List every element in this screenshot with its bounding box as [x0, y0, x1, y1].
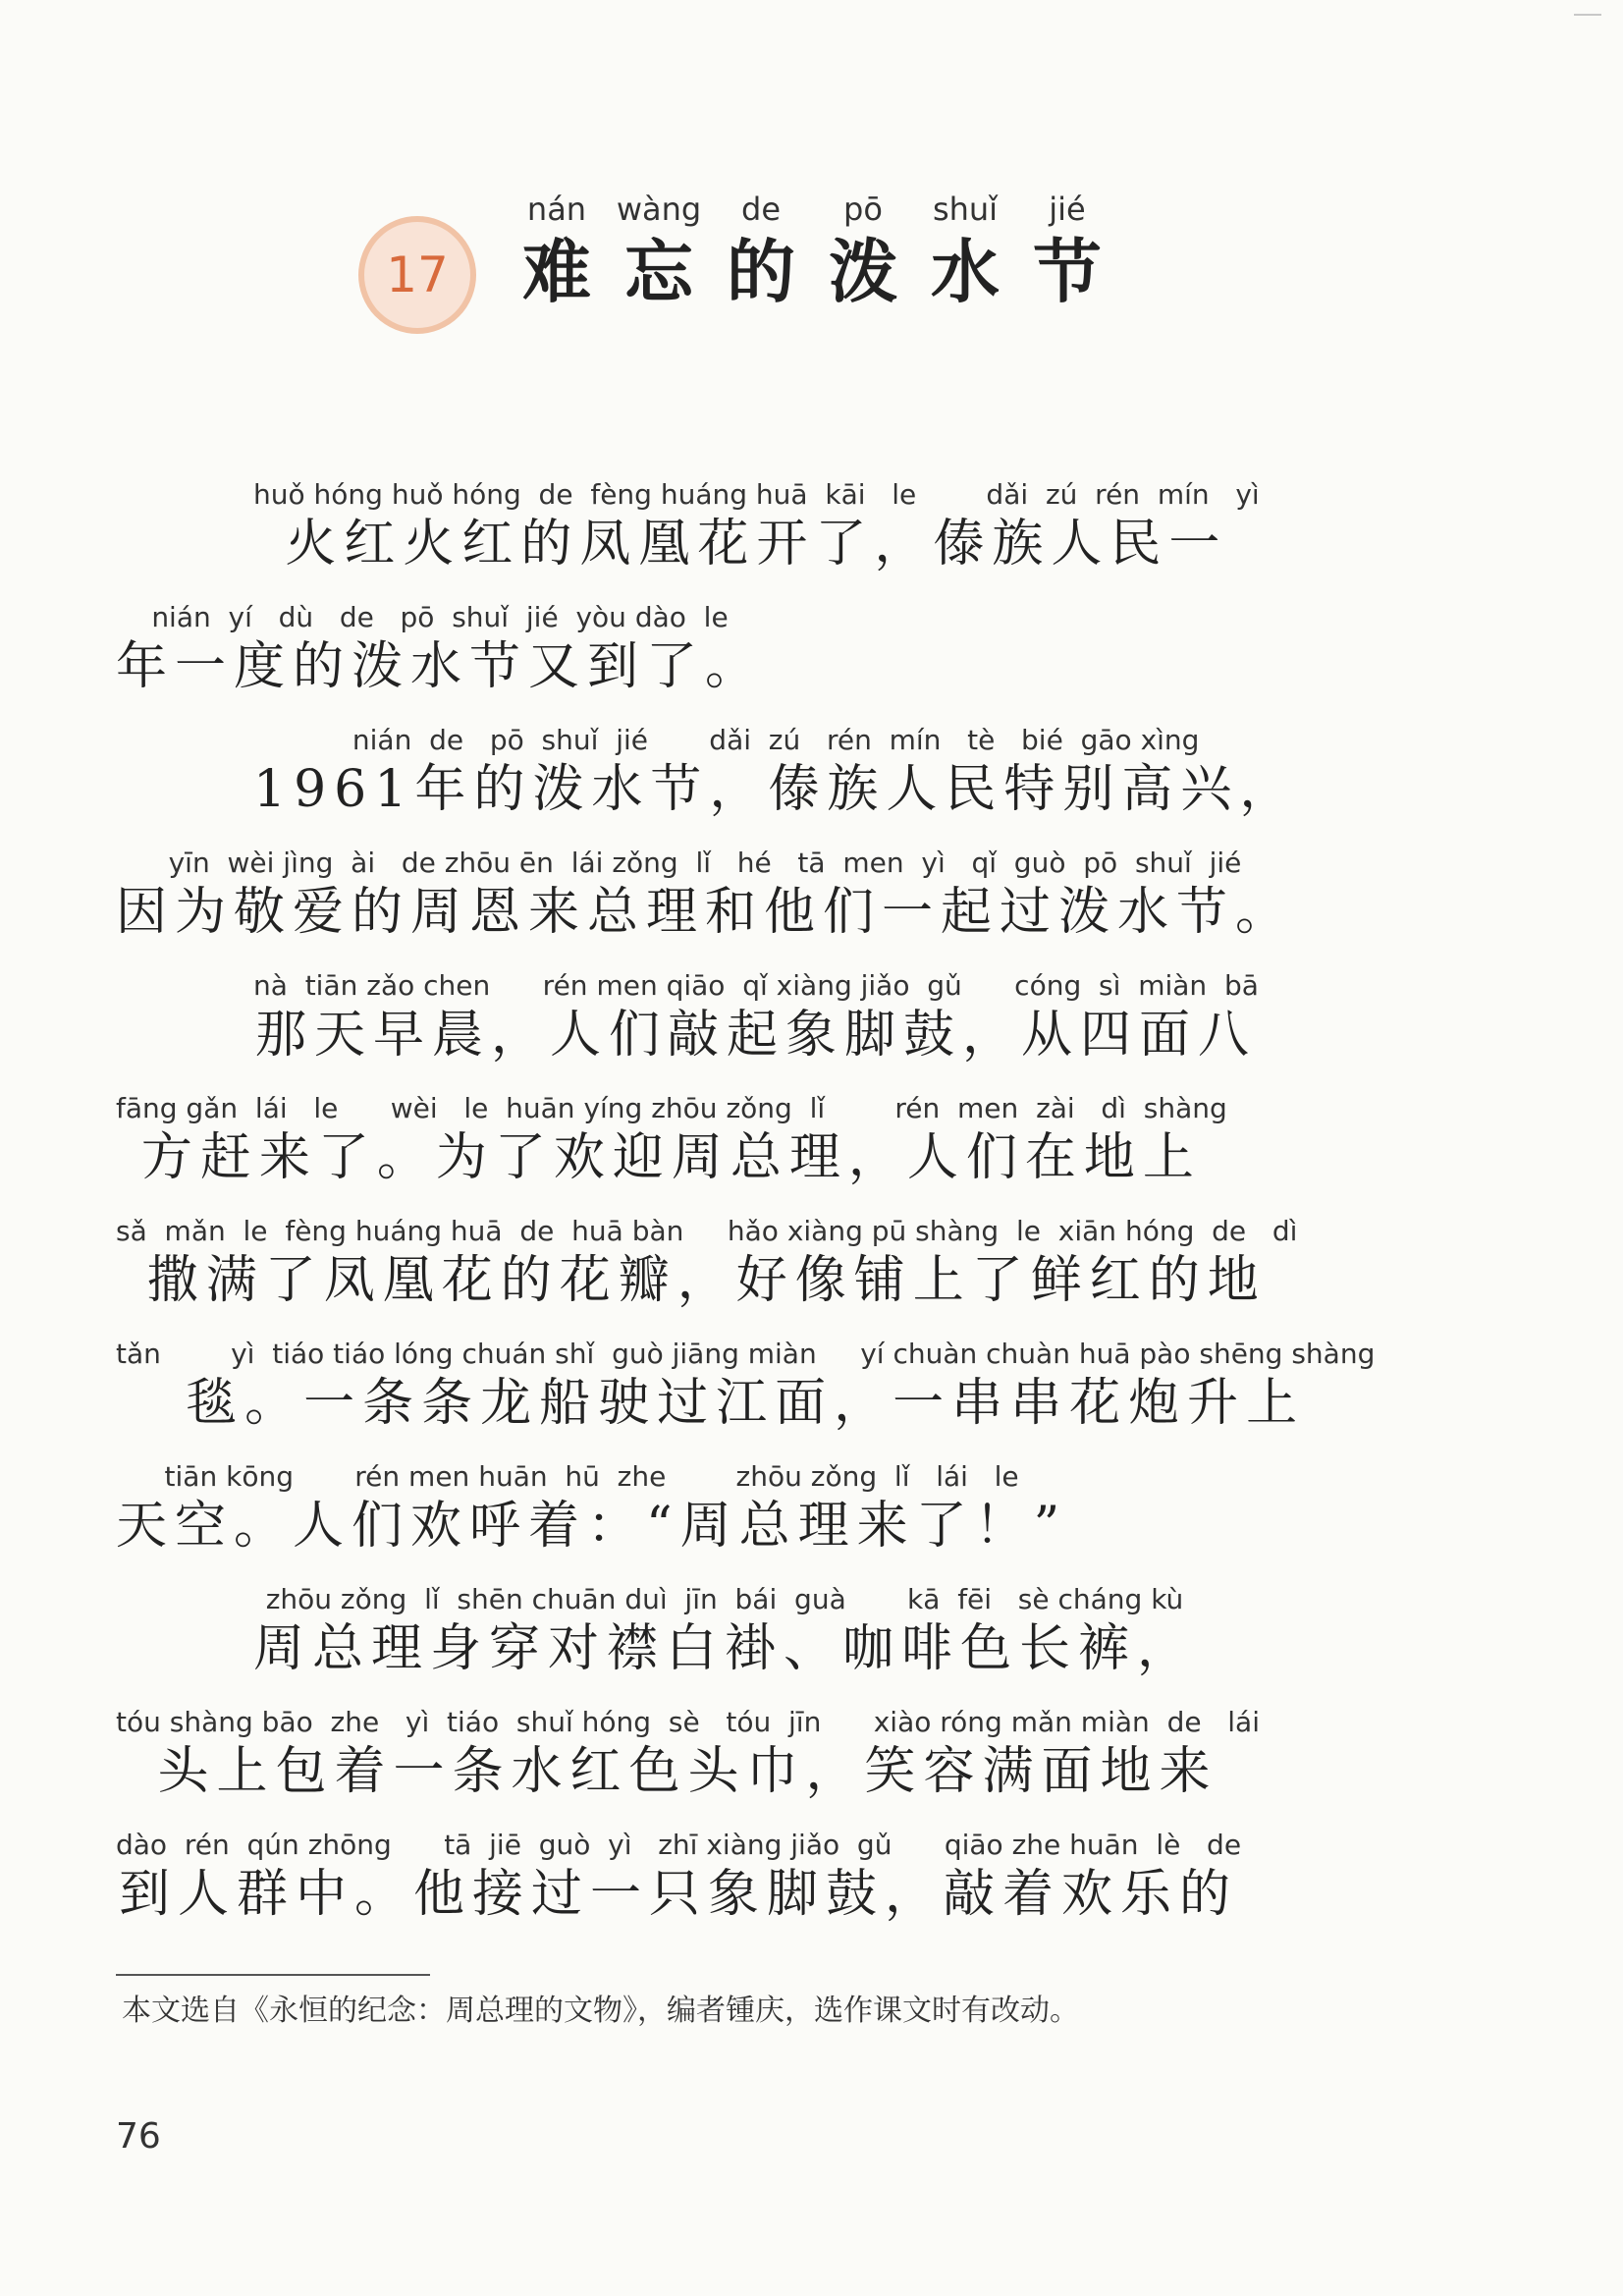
hanzi-row: 方赶来了。为了欢迎周总理，人们在地上 [140, 1128, 1202, 1187]
text-line [116, 452, 1382, 574]
hanzi-row: 年一度的泼水节又到了。 [116, 637, 765, 696]
hanzi-row: 因为敬爱的周恩来总理和他们一起过泼水节。 [116, 883, 1295, 942]
hanzi-row: 到人群中。他接过一只象脚鼓，敲着欢乐的 [119, 1865, 1239, 1924]
text-line [116, 697, 1382, 820]
hanzi-row: 撒满了凤凰花的花瓣，好像铺上了鲜红的地 [146, 1251, 1267, 1310]
pinyin-row: dào rén qún zhōng tā jiē guò yì zhī xiàng jiǎo gǔ qiāo zhe huān lè de [116, 1829, 1242, 1861]
hanzi-row: 那天早晨，人们敲起象脚鼓，从四面八 [254, 1006, 1257, 1065]
title-char: jié 节 [1033, 191, 1102, 312]
text-line [116, 943, 1382, 1066]
pinyin-row: tóu shàng bāo zhe yì tiáo shuǐ hóng sè tóu jīn xiào róng mǎn miàn de lái [116, 1706, 1260, 1738]
title-char: wàng 忘 [616, 191, 702, 312]
pinyin-row: zhōu zǒng lǐ shēn chuān duì jīn bái guà kā fēi sè cháng kù [265, 1583, 1184, 1615]
pinyin-row: tiān kōng rén men huān hū zhe zhōu zǒng lǐ lái le [164, 1460, 1019, 1493]
text-line [116, 1434, 1382, 1557]
pinyin-row: nián de pō shuǐ jié dǎi zú rén mín tè bié gāo xìng [352, 724, 1200, 756]
text-line [116, 1066, 1382, 1188]
text-line [116, 574, 1382, 697]
pinyin-row: nà tiān zǎo chen rén men qiāo qǐ xiàng jiǎo gǔ cóng sì miàn bā [253, 969, 1259, 1002]
pinyin-row: huǒ hóng huǒ hóng de fèng huáng huā kāi le dǎi zú rén mín yì [253, 478, 1260, 511]
text-line [116, 820, 1382, 943]
hanzi-row: 头上包着一条水红色头巾，笑容满面地来 [157, 1742, 1218, 1801]
footnote: 本文选自《永恒的纪念：周总理的文物》，编者锺庆，选作课文时有改动。 [122, 1994, 1079, 2028]
hanzi-row: 天空。人们欢呼着：“周总理来了！” [116, 1497, 1068, 1556]
hanzi-row: 1961年的泼水节，傣族人民特别高兴， [253, 760, 1299, 819]
page-edge-mark [1574, 0, 1601, 16]
pinyin-row: yīn wèi jìng ài de zhōu ēn lái zǒng lǐ hé tā men yì qǐ guò pō shuǐ jié [168, 847, 1242, 879]
hanzi-row: 火红火红的凤凰花开了，傣族人民一 [285, 515, 1228, 574]
title-char: shuǐ 水 [931, 191, 1000, 312]
page-number: 76 [116, 2116, 161, 2157]
text-line [116, 1311, 1382, 1434]
lesson-body [116, 452, 1382, 1925]
title-char: de 的 [727, 191, 795, 312]
title-text [506, 187, 1118, 312]
footnote-divider [116, 1974, 430, 1976]
text-line [116, 1679, 1382, 1802]
pinyin-row: nián yí dù de pō shuǐ jié yòu dào le [151, 601, 729, 633]
text-line [116, 1188, 1382, 1311]
pinyin-row: sǎ mǎn le fèng huáng huā de huā bàn hǎo xiàng pū shàng le xiān hóng de dì [116, 1215, 1298, 1247]
hanzi-row: 周总理身穿对襟白褂、咖啡色长裤， [253, 1619, 1197, 1678]
pinyin-row: tǎn yì tiáo tiáo lóng chuán shǐ guò jiāng miàn yí chuàn chuàn huā pào shēng shàng [116, 1338, 1376, 1370]
lesson-number-badge: 17 [358, 216, 476, 334]
text-line [116, 1802, 1382, 1925]
text-line [116, 1557, 1382, 1679]
pinyin-row: fāng gǎn lái le wèi le huān yíng zhōu zǒng lǐ rén men zài dì shàng [116, 1092, 1227, 1124]
title-char: pō 泼 [829, 191, 897, 312]
hanzi-row: 毯。一条条龙船驶过江面，一串串花炮升上 [186, 1374, 1306, 1433]
title-char: nán 难 [522, 191, 591, 312]
